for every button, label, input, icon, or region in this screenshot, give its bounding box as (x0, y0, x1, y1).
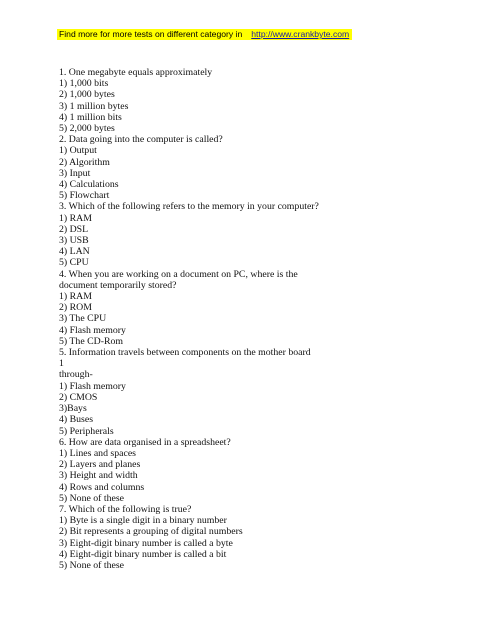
page-number: 1 (59, 358, 64, 370)
q4-option-2: 2) ROM (59, 302, 92, 314)
q2-option-2: 2) Algorithm (59, 156, 110, 168)
q5-option-1: 1) Flash memory (59, 380, 126, 392)
q3-option-5: 5) CPU (59, 257, 89, 269)
question-7-text: 7. Which of the following is true? (59, 503, 192, 515)
q5-option-4: 4) Buses (59, 414, 94, 426)
q2-option-3: 3) Input (59, 167, 91, 179)
q7-option-4: 4) Eight-digit binary number is called a bit (59, 548, 227, 560)
banner-text: Find more for more tests on different category in (59, 29, 243, 39)
q1-option-3: 3) 1 million bytes (59, 100, 129, 112)
q7-option-3: 3) Eight-digit binary number is called a byte (59, 537, 233, 549)
q5-option-2: 2) CMOS (59, 391, 98, 403)
q6-option-1: 1) Lines and spaces (59, 447, 136, 459)
question-2-text: 2. Data going into the computer is called? (59, 134, 223, 146)
q7-option-2: 2) Bit represents a grouping of digital numbers (59, 526, 243, 538)
q4-option-1: 1) RAM (59, 291, 92, 303)
question-5-text-cont: through- (59, 369, 93, 381)
crankbyte-link[interactable]: http://www.crankbyte.com (251, 29, 350, 39)
q3-option-1: 1) RAM (59, 212, 92, 224)
q3-option-3: 3) USB (59, 235, 89, 247)
question-3-text: 3. Which of the following refers to the memory in your computer? (59, 201, 319, 213)
q6-option-2: 2) Layers and planes (59, 459, 141, 471)
q2-option-5: 5) Flowchart (59, 190, 110, 202)
question-1-text: 1. One megabyte equals approximately (59, 67, 213, 78)
q7-option-5: 5) None of these (59, 559, 125, 571)
q1-option-1: 1) 1,000 bits (59, 78, 109, 90)
q1-option-4: 4) 1 million bits (59, 111, 122, 123)
q7-option-1: 1) Byte is a single digit in a binary number (59, 515, 227, 527)
q5-option-3: 3)Bays (59, 403, 87, 415)
q3-option-2: 2) DSL (59, 223, 89, 235)
q2-option-4: 4) Calculations (59, 179, 119, 191)
q4-option-4: 4) Flash memory (59, 324, 126, 336)
q6-option-5: 5) None of these (59, 492, 125, 504)
question-5-text: 5. Information travels between components on the mother board (59, 347, 311, 359)
question-4-text-cont: document temporarily stored? (59, 279, 177, 291)
promo-banner (57, 29, 352, 40)
q4-option-5: 5) The CD-Rom (59, 335, 124, 347)
q2-option-1: 1) Output (59, 145, 97, 157)
q3-option-4: 4) LAN (59, 246, 90, 258)
question-list (59, 67, 479, 571)
q1-option-2: 2) 1,000 bytes (59, 89, 115, 101)
q4-option-3: 3) The CPU (59, 313, 107, 325)
q6-option-4: 4) Rows and columns (59, 481, 145, 493)
question-4-text: 4. When you are working on a document on PC, where is the (59, 268, 298, 280)
q6-option-3: 3) Height and width (59, 470, 138, 482)
q5-option-5: 5) Peripherals (59, 425, 114, 437)
question-6-text: 6. How are data organised in a spreadsheet? (59, 436, 231, 448)
q1-option-5: 5) 2,000 bytes (59, 123, 115, 135)
